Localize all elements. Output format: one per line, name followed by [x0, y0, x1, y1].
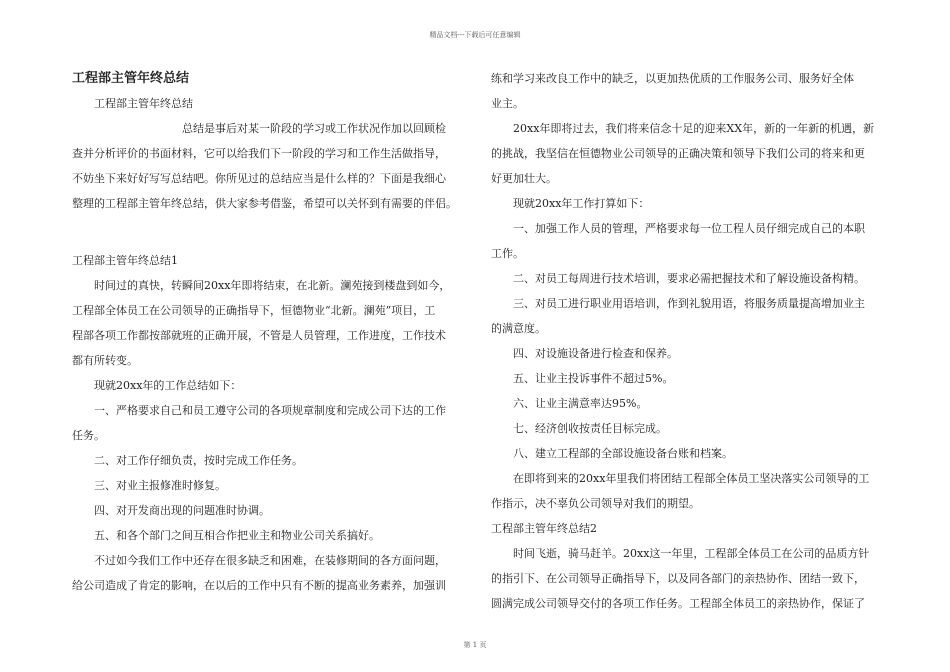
body-line: 四、对开发商出现的问题准时协调。: [94, 504, 270, 517]
body-line: 一、加强工作人员的管理，严格要求每一位工程人员仔细完成自己的本职: [513, 222, 865, 235]
body-line: 圆满完成公司领导交付的各项工作任务。工程部全体员工的亲热协作，保证了: [491, 597, 865, 610]
body-line: 二、对工作仔细负责，按时完成工作任务。: [94, 454, 303, 467]
section-heading: 工程部主管年终总结2: [491, 522, 597, 535]
document-title: 工程部主管年终总结: [72, 71, 190, 86]
body-line: 五、和各个部门之间互相合作把业主和物业公司关系搞好。: [94, 529, 380, 542]
body-line: 练和学习来改良工作中的缺乏，以更加热优质的工作服务公司、服务好全体: [491, 72, 854, 85]
body-line: 二、对员工每周进行技术培训，要求必需把握技术和了解设施设备构精。: [513, 272, 865, 285]
body-line: 现就20xx年工作打算如下：: [513, 197, 650, 210]
body-line: 作指示，决不辜负公司领导对我们的期望。: [491, 497, 700, 510]
body-line: 现就20xx年的工作总结如下：: [94, 379, 242, 392]
spacer: [72, 232, 464, 248]
intro-line: 整理的工程部主管年终总结，供大家参考借鉴，希望可以关怀到有需要的伴侣。: [72, 197, 457, 210]
body-line: 业主。: [491, 97, 524, 110]
body-line: 的满意度。: [491, 322, 546, 335]
body-line: 四、对设施设备进行检查和保养。: [513, 347, 678, 360]
page-header: 精品文档---下载后可任意编辑: [429, 31, 521, 39]
body-line: 工程部全体员工在公司领导的正确指导下，恒德物业“北新。澜苑”项目，工: [72, 304, 436, 317]
body-line: 不过如今我们工作中还存在很多缺乏和困难，在装修期间的各方面问题，: [94, 554, 446, 567]
body-line: 一、严格要求自己和员工遵守公司的各项规章制度和完成公司下达的工作: [94, 404, 446, 417]
page-footer: 第 1 页: [463, 641, 487, 649]
body-line: 在即将到来的20xx年里我们将团结工程部全体员工坚决落实公司领导的工: [513, 472, 870, 485]
left-column: [72, 66, 464, 598]
body-line: 六、让业主满意率达95%。: [513, 397, 648, 410]
body-line: 时间过的真快，转瞬间20xx年即将结束，在北新。澜苑接到楼盘到如今，: [94, 279, 451, 292]
body-line: 八、建立工程部的全部设施设备台账和档案。: [513, 447, 733, 460]
spacer: [72, 216, 464, 232]
body-line: 五、让业主投诉事件不超过5%。: [513, 372, 674, 385]
document-subtitle: 工程部主管年终总结: [94, 97, 193, 110]
body-line: 好更加壮大。: [491, 172, 557, 185]
body-line: 三、对员工进行职业用语培训，作到礼貌用语，将服务质量提高增加业主: [513, 297, 865, 310]
intro-line: 查并分析评价的书面材料，它可以给我们下一阶段的学习和工作生活做指导，: [72, 147, 446, 160]
body-line: 时间飞逝，骑马赶羊。20xx这一年里，工程部全体员工在公司的品质方针: [513, 547, 870, 560]
body-line: 工作。: [491, 247, 524, 260]
body-line: 20xx年即将过去，我们将来信念十足的迎来XX年，新的一年新的机遇，新: [513, 122, 875, 135]
intro-line: 不妨坐下来好好写写总结吧。你所见过的总结应当是什么样的？下面是我细心: [72, 172, 446, 185]
body-line: 三、对业主报修准时修复。: [94, 479, 226, 492]
right-column: [491, 66, 881, 616]
body-line: 都有所转变。: [72, 354, 138, 367]
body-line: 任务。: [72, 429, 105, 442]
body-line: 程部各项工作都按部就班的正确开展，不管是人员管理，工作进度，工作技术: [72, 329, 446, 342]
body-line: 的指引下、在公司领导正确指导下，以及同各部门的亲热协作、团结一致下，: [491, 572, 865, 585]
section-heading: 工程部主管年终总结1: [72, 254, 178, 267]
body-line: 给公司造成了肯定的影响，在以后的工作中只有不断的提高业务素养，加强训: [72, 579, 446, 592]
body-line: 七、经济创收按责任目标完成。: [513, 422, 667, 435]
body-line: 的挑战，我坚信在恒德物业公司领导的正确决策和领导下我们公司的将来和更: [491, 147, 865, 160]
intro-line: 总结是事后对某一阶段的学习或工作状况作加以回顾检: [182, 122, 446, 135]
